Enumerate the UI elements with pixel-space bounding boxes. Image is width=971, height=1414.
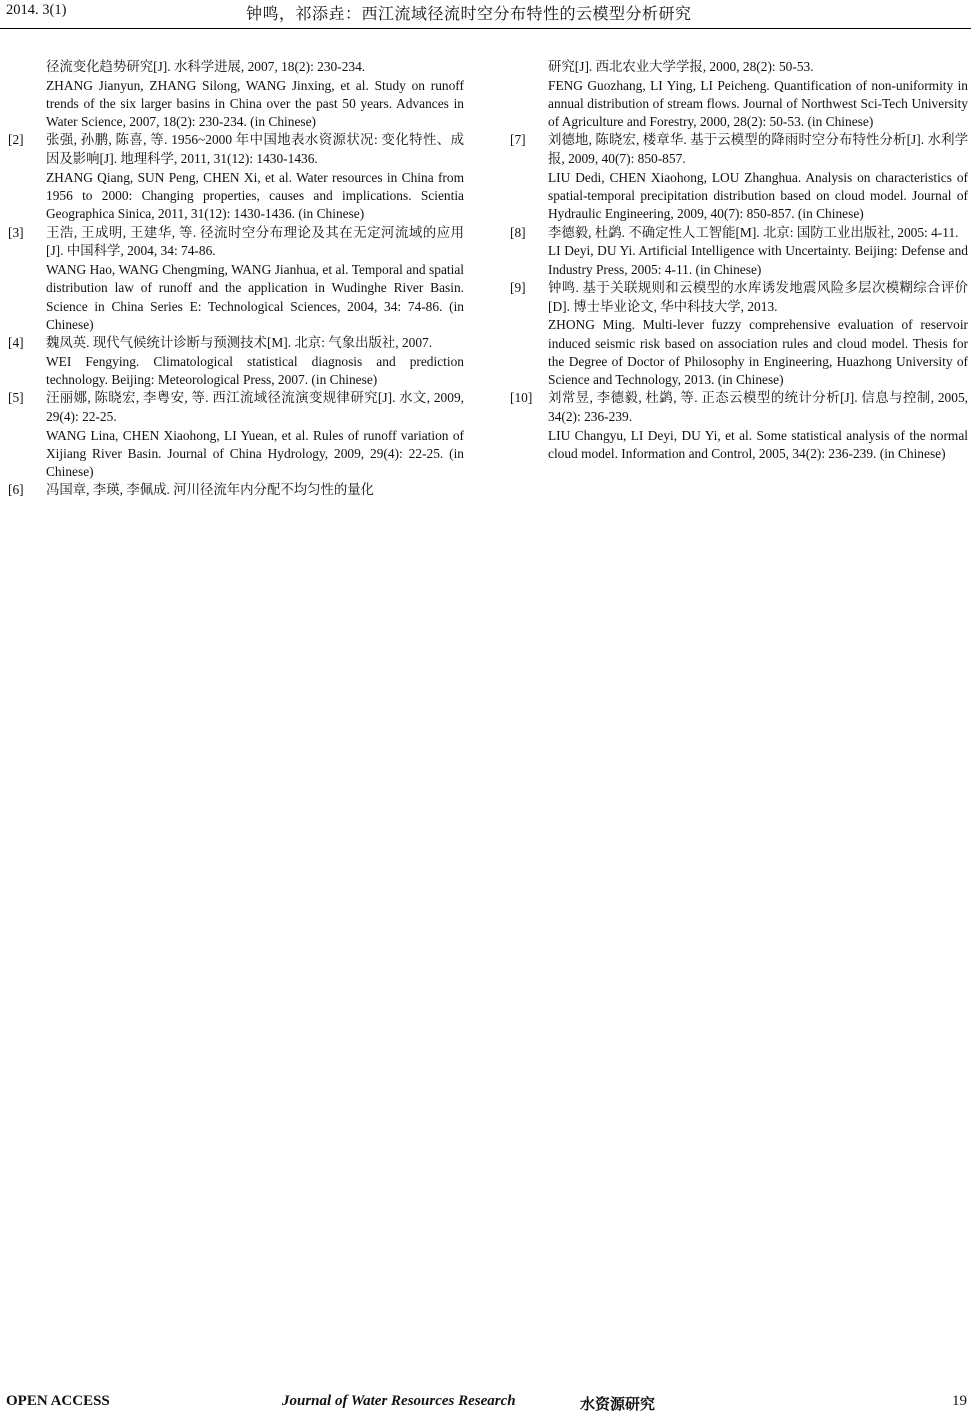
reference-entry <box>8 58 464 131</box>
reference-number: [9] <box>510 279 526 295</box>
reference-entry <box>510 224 968 279</box>
reference-chinese: 张强, 孙鹏, 陈喜, 等. 1956~2000 年中国地表水资源状况: 变化特性、成因及影响[J]. 地理科学, 2011, 31(12): 1430-1436. <box>46 132 464 167</box>
reference-number: [8] <box>510 224 526 240</box>
open-access-label: OPEN ACCESS <box>6 1393 110 1409</box>
reference-number: [3] <box>8 224 24 240</box>
reference-entry <box>510 389 968 463</box>
journal-name: Journal of Water Resources Research <box>282 1393 516 1409</box>
journal-name-chinese: 水资源研究 <box>580 1397 656 1413</box>
reference-english: ZHONG Ming. Multi-lever fuzzy comprehensive evaluation of reservoir induced seismic risk based on association rules and cloud model. Thesis for the Degree of Doctor of Philosophy in Engineering, Huazhong University of Science and Technology, 2013. (in Chinese) <box>548 317 968 388</box>
reference-english: WEI Fengying. Climatological statistical diagnosis and prediction technology. Beijing: Meteorological Press, 2007. (in Chinese) <box>46 353 464 388</box>
reference-entry <box>8 389 464 481</box>
running-title: 钟鸣，祁添垚：西江流域径流时空分布特性的云模型分析研究 <box>246 6 692 23</box>
reference-chinese: 刘常昱, 李德毅, 杜鹢, 等. 正态云模型的统计分析[J]. 信息与控制, 2005, 34(2): 236-239. <box>548 390 968 425</box>
reference-number: [5] <box>8 390 24 406</box>
reference-chinese: 李德毅, 杜鹢. 不确定性人工智能[M]. 北京: 国防工业出版社, 2005: 4-11. <box>548 224 959 240</box>
issue-label: 2014. 3(1) <box>6 2 67 18</box>
reference-chinese: 汪丽娜, 陈晓宏, 李粤安, 等. 西江流域径流演变规律研究[J]. 水文, 2009, 29(4): 22-25. <box>46 390 464 425</box>
reference-number: [6] <box>8 482 24 498</box>
references-right-column <box>510 58 968 463</box>
reference-entry <box>8 224 464 334</box>
reference-english: LI Deyi, DU Yi. Artificial Intelligence with Uncertainty. Beijing: Defense and Industry Press, 2005: 4-11. (in Chinese) <box>548 243 968 277</box>
reference-number: [10] <box>510 390 533 406</box>
page-number: 19 <box>952 1393 967 1409</box>
reference-entry <box>8 481 464 500</box>
reference-chinese: 刘德地, 陈晓宏, 楼章华. 基于云模型的降雨时空分布特性分析[J]. 水利学报, 2009, 40(7): 850-857. <box>548 132 968 167</box>
reference-chinese: 王浩, 王成明, 王建华, 等. 径流时空分布理论及其在无定河流域的应用[J]. 中国科学, 2004, 34: 74-86. <box>46 224 464 259</box>
reference-number <box>8 58 46 131</box>
reference-entry <box>510 279 968 389</box>
reference-english: LIU Dedi, CHEN Xiaohong, LOU Zhanghua. Analysis on characteristics of spatial-temporal precipitation distribution based on cloud model. Journal of Hydraulic Engineering, 2009, 40(7): 850-857. (in Chinese) <box>548 170 968 222</box>
reference-entry <box>510 131 968 223</box>
reference-english: FENG Guozhang, LI Ying, LI Peicheng. Quantification of non-uniformity in annual distribution of stream flows. Journal of Northwest Sci-Tech University of Agriculture and Forestry, 2000, 28(2): 50-53. (in Chinese) <box>548 77 968 130</box>
page-footer <box>0 1393 971 1413</box>
reference-number: [4] <box>8 335 24 351</box>
reference-chinese: 径流变化趋势研究[J]. 水科学进展, 2007, 18(2): 230-234. <box>46 59 366 74</box>
reference-english: LIU Changyu, LI Deyi, DU Yi, et al. Some statistical analysis of the normal cloud model. Information and Control, 2005, 34(2): 236-239. (in Chinese) <box>548 427 968 462</box>
reference-entry <box>8 131 464 223</box>
reference-chinese: 冯国章, 李瑛, 李佩成. 河川径流年内分配不均匀性的量化 <box>46 482 375 498</box>
reference-chinese: 魏凤英. 现代气候统计诊断与预测技术[M]. 北京: 气象出版社, 2007. <box>46 335 433 351</box>
reference-number: [2] <box>8 132 24 148</box>
reference-number: [7] <box>510 132 526 148</box>
reference-entry <box>510 58 968 131</box>
reference-entry <box>8 334 464 389</box>
running-header <box>0 0 971 29</box>
reference-number <box>510 58 548 131</box>
reference-english: WANG Hao, WANG Chengming, WANG Jianhua, et al. Temporal and spatial distribution law of runoff and the application in Wudinghe River Basin. Science in China Series E: Technological Sciences, 2004, 34: 74-86. (in Chinese) <box>46 262 464 332</box>
reference-english: ZHANG Qiang, SUN Peng, CHEN Xi, et al. Water resources in China from 1956 to 2000: Changing properties, causes and implications. Scientia Geographica Sinica, 2011, 31(12): 1430-1436. (in Chinese) <box>46 170 464 222</box>
references-left-column <box>8 58 464 500</box>
reference-english: WANG Lina, CHEN Xiaohong, LI Yuean, et al. Rules of runoff variation of Xijiang River Basin. Journal of China Hydrology, 2009, 29(4): 22-25. (in Chinese) <box>46 427 464 480</box>
reference-english: ZHANG Jianyun, ZHANG Silong, WANG Jinxing, et al. Study on runoff trends of the six larger basins in China over the past 50 years. Advances in Water Science, 2007, 18(2): 230-234. (in Chinese) <box>46 77 464 130</box>
reference-chinese: 钟鸣. 基于关联规则和云模型的水库诱发地震风险多层次模糊综合评价[D]. 博士毕业论文, 华中科技大学, 2013. <box>548 279 968 314</box>
reference-chinese: 研究[J]. 西北农业大学学报, 2000, 28(2): 50-53. <box>548 59 814 74</box>
